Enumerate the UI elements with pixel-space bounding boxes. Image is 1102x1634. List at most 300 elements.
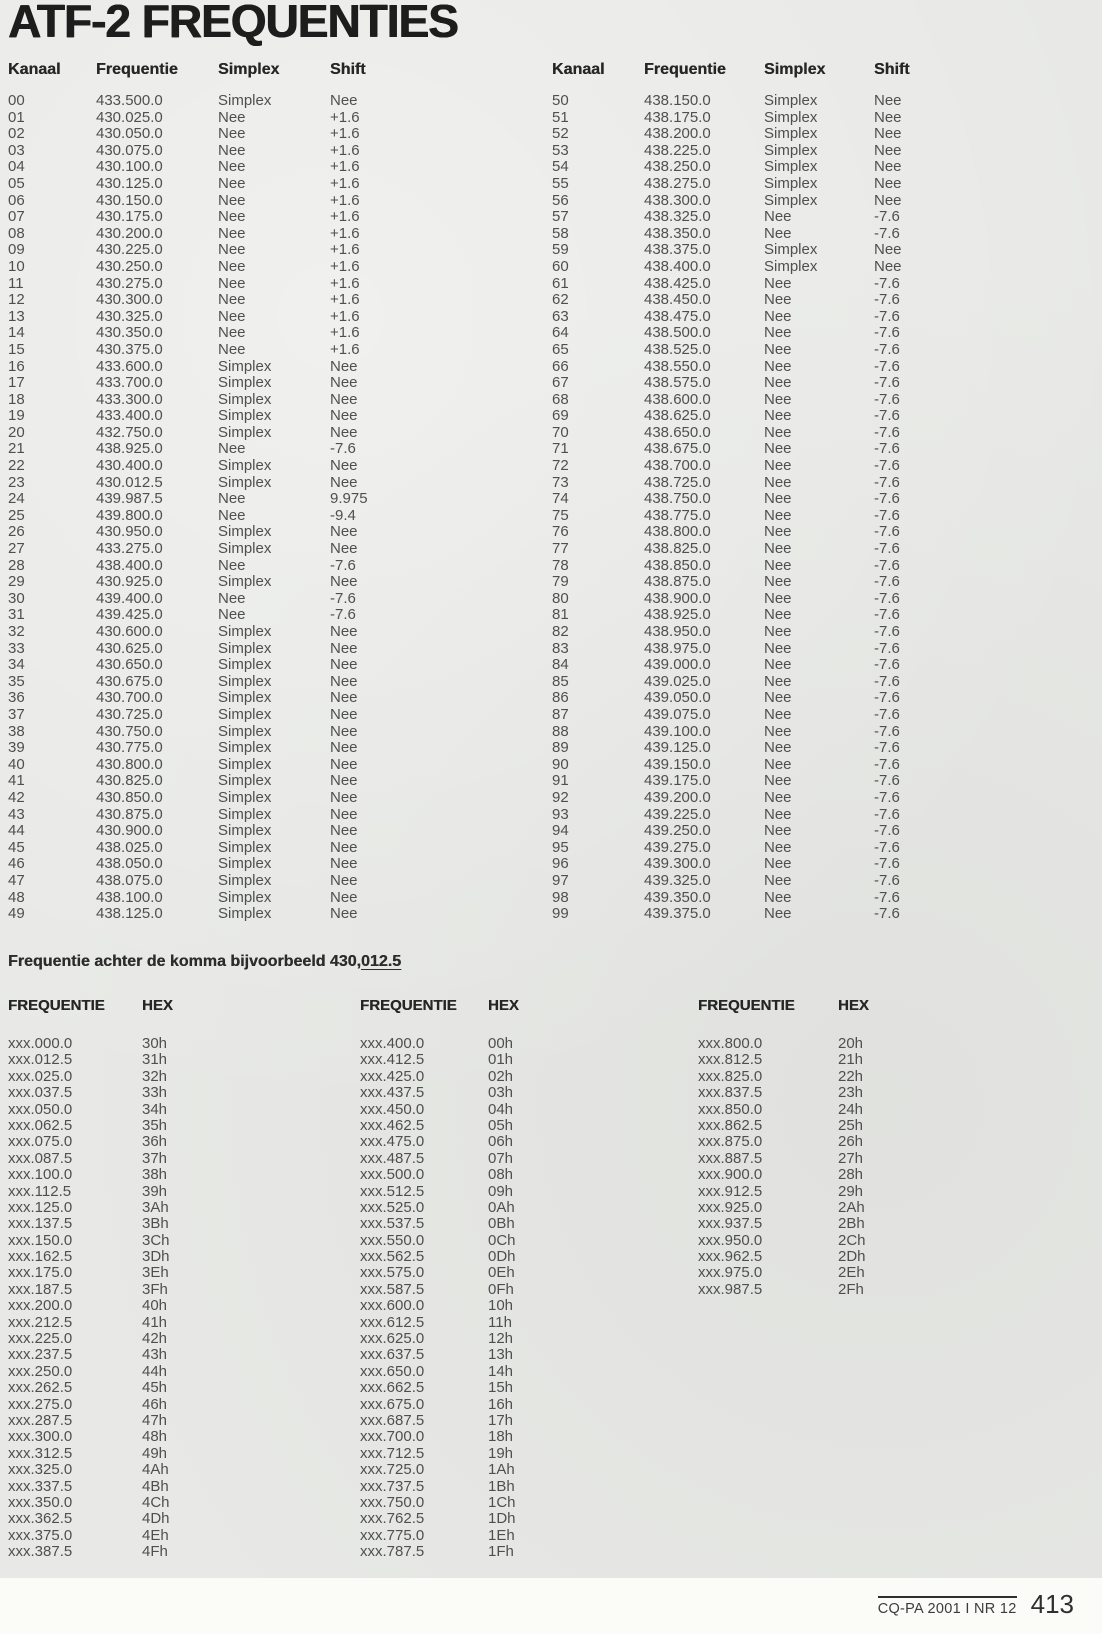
table-row: [8, 92, 448, 109]
table-cell: Simplex: [218, 855, 272, 873]
table-cell: xxx.025.0: [8, 1067, 73, 1085]
table-row: [8, 1248, 232, 1264]
table-cell: xxx.200.0: [8, 1297, 73, 1315]
table-row: [552, 573, 992, 590]
table-row: [8, 756, 448, 773]
table-cell: -7.6: [874, 357, 900, 375]
table-cell: 63: [552, 307, 569, 325]
table-cell: Nee: [330, 523, 358, 541]
table-cell: xxx.875.0: [698, 1133, 763, 1151]
table-cell: 15h: [488, 1379, 514, 1397]
table-cell: -7.6: [874, 672, 900, 690]
table-cell: 43h: [142, 1346, 168, 1364]
table-cell: Nee: [764, 722, 792, 740]
col-header-simplex: Simplex: [764, 60, 826, 78]
col-header-hex: HEX: [488, 997, 519, 1014]
table-cell: -9.4: [330, 506, 356, 524]
table-cell: Nee: [764, 573, 792, 591]
table-row: [8, 1330, 232, 1346]
table-row: [8, 507, 448, 524]
table-cell: 09h: [488, 1182, 514, 1200]
table-row: [8, 1215, 232, 1231]
table-row: [698, 1248, 928, 1264]
table-cell: 439.225.0: [644, 805, 711, 823]
table-row: [8, 407, 448, 424]
table-cell: 430.300.0: [96, 291, 163, 309]
table-cell: -7.6: [874, 473, 900, 491]
table-cell: 86: [552, 689, 569, 707]
table-cell: 439.375.0: [644, 905, 711, 923]
table-row: [8, 1314, 232, 1330]
table-row: [552, 142, 992, 159]
table-cell: 42: [8, 788, 25, 806]
table-cell: 26: [8, 523, 25, 541]
table-row: [552, 275, 992, 292]
table-cell: -7.6: [874, 788, 900, 806]
table-cell: 3Fh: [142, 1280, 168, 1298]
table-cell: 439.150.0: [644, 755, 711, 773]
table-cell: Nee: [764, 639, 792, 657]
table-cell: 430.012.5: [96, 473, 163, 491]
table-cell: 438.050.0: [96, 855, 163, 873]
footer-page-number: 413: [1030, 1589, 1074, 1619]
table-cell: 21h: [838, 1051, 864, 1069]
table-cell: Nee: [764, 473, 792, 491]
table-cell: 98: [552, 888, 569, 906]
channel-table-header: [552, 60, 992, 79]
hex-table-body-2: [360, 1035, 578, 1560]
table-cell: 71: [552, 440, 569, 458]
table-cell: xxx.225.0: [8, 1330, 73, 1348]
table-row: [552, 158, 992, 175]
table-cell: Nee: [764, 739, 792, 757]
table-cell: 430.350.0: [96, 324, 163, 342]
table-row: [552, 291, 992, 308]
channel-table-left: [8, 60, 448, 922]
table-cell: Nee: [764, 374, 792, 392]
table-cell: Simplex: [764, 241, 818, 259]
table-cell: Nee: [330, 573, 358, 591]
table-cell: Nee: [764, 423, 792, 441]
table-cell: Nee: [330, 739, 358, 757]
table-cell: Nee: [218, 191, 246, 209]
table-row: [360, 1117, 578, 1133]
table-cell: Nee: [764, 822, 792, 840]
table-cell: 04: [8, 158, 25, 176]
table-cell: 27h: [838, 1149, 864, 1167]
hex-table-2: [360, 997, 578, 1560]
table-cell: xxx.962.5: [698, 1248, 763, 1266]
table-cell: -7.6: [874, 905, 900, 923]
table-cell: Simplex: [218, 838, 272, 856]
table-cell: 47: [8, 871, 25, 889]
table-cell: xxx.425.0: [360, 1067, 425, 1085]
table-cell: 438.825.0: [644, 540, 711, 558]
table-cell: 41h: [142, 1313, 168, 1331]
table-cell: 23: [8, 473, 25, 491]
table-cell: Nee: [874, 174, 902, 192]
hex-table-body-1: [8, 1035, 232, 1560]
table-cell: xxx.312.5: [8, 1444, 73, 1462]
table-cell: 05: [8, 174, 25, 192]
table-cell: 02: [8, 125, 25, 143]
table-cell: 87: [552, 705, 569, 723]
table-cell: xxx.987.5: [698, 1280, 763, 1298]
table-row: [8, 1084, 232, 1100]
table-cell: 21: [8, 440, 25, 458]
table-row: [8, 341, 448, 358]
table-cell: 430.950.0: [96, 523, 163, 541]
table-row: [8, 1150, 232, 1166]
table-cell: 4Eh: [142, 1526, 169, 1544]
table-cell: -7.6: [874, 490, 900, 508]
table-cell: 430.800.0: [96, 755, 163, 773]
table-row: [552, 623, 992, 640]
table-cell: xxx.800.0: [698, 1035, 763, 1052]
table-cell: 18: [8, 390, 25, 408]
table-cell: 2Eh: [838, 1264, 865, 1282]
table-cell: 11h: [488, 1313, 512, 1331]
table-cell: Nee: [330, 871, 358, 889]
table-cell: 03h: [488, 1084, 514, 1102]
table-cell: xxx.087.5: [8, 1149, 73, 1167]
table-cell: 0Ah: [488, 1198, 515, 1216]
table-cell: 438.275.0: [644, 174, 711, 192]
table-cell: 37: [8, 705, 25, 723]
table-cell: 438.400.0: [96, 556, 163, 574]
table-cell: 01: [8, 108, 25, 126]
table-cell: Nee: [330, 656, 358, 674]
table-cell: Nee: [330, 540, 358, 558]
table-cell: Nee: [764, 805, 792, 823]
table-row: [360, 1248, 578, 1264]
table-cell: xxx.100.0: [8, 1166, 73, 1184]
table-cell: Simplex: [218, 689, 272, 707]
col-header-hex: HEX: [838, 997, 869, 1014]
table-cell: Nee: [764, 440, 792, 458]
table-row: [552, 706, 992, 723]
table-cell: xxx.000.0: [8, 1035, 73, 1052]
table-cell: xxx.112.5: [8, 1182, 72, 1200]
table-cell: 47h: [142, 1411, 168, 1429]
table-cell: 46h: [142, 1395, 168, 1413]
table-row: [552, 457, 992, 474]
table-row: [552, 324, 992, 341]
table-cell: 430.900.0: [96, 822, 163, 840]
table-cell: Nee: [218, 340, 246, 358]
table-cell: 12h: [488, 1330, 514, 1348]
table-cell: 91: [552, 772, 569, 790]
channel-table-header: [8, 60, 448, 79]
table-cell: 1Bh: [488, 1477, 515, 1495]
table-cell: xxx.175.0: [8, 1264, 73, 1282]
table-cell: 430.600.0: [96, 623, 163, 640]
table-cell: 430.050.0: [96, 125, 163, 143]
table-cell: 438.175.0: [644, 108, 711, 126]
table-row: [360, 1183, 578, 1199]
table-cell: -7.6: [874, 274, 900, 292]
table-cell: xxx.362.5: [8, 1510, 73, 1528]
table-cell: Nee: [330, 888, 358, 906]
table-cell: Nee: [764, 905, 792, 923]
table-cell: Nee: [330, 772, 358, 790]
table-cell: 438.400.0: [644, 257, 711, 275]
table-cell: 24: [8, 490, 25, 508]
table-row: [8, 225, 448, 242]
table-cell: xxx.350.0: [8, 1493, 73, 1511]
table-cell: Nee: [330, 689, 358, 707]
table-cell: xxx.325.0: [8, 1461, 73, 1479]
table-cell: Simplex: [764, 158, 818, 176]
table-cell: Simplex: [218, 739, 272, 757]
table-row: [8, 1396, 232, 1412]
table-cell: xxx.062.5: [8, 1116, 73, 1134]
table-row: [552, 656, 992, 673]
table-cell: 433.500.0: [96, 92, 163, 109]
table-cell: 438.550.0: [644, 357, 711, 375]
table-cell: 3Bh: [142, 1215, 169, 1233]
table-row: [552, 673, 992, 690]
table-cell: 430.775.0: [96, 739, 163, 757]
table-cell: 74: [552, 490, 569, 508]
table-row: [8, 1543, 232, 1559]
table-cell: -7.6: [874, 739, 900, 757]
table-cell: 14: [8, 324, 25, 342]
table-row: [360, 1510, 578, 1526]
table-cell: xxx.300.0: [8, 1428, 73, 1446]
table-cell: Nee: [764, 772, 792, 790]
table-cell: +1.6: [330, 340, 360, 358]
table-cell: -7.6: [874, 291, 900, 309]
table-cell: 2Dh: [838, 1248, 866, 1266]
table-cell: 430.100.0: [96, 158, 163, 176]
table-row: [552, 739, 992, 756]
table-cell: 82: [552, 623, 569, 640]
table-cell: 84: [552, 656, 569, 674]
table-cell: 90: [552, 755, 569, 773]
table-cell: Nee: [218, 141, 246, 159]
table-cell: xxx.600.0: [360, 1297, 425, 1315]
table-row: [8, 374, 448, 391]
table-cell: xxx.387.5: [8, 1543, 73, 1561]
table-cell: xxx.725.0: [360, 1461, 425, 1479]
table-cell: Nee: [764, 307, 792, 325]
table-cell: +1.6: [330, 224, 360, 242]
table-cell: Nee: [218, 589, 246, 607]
table-row: [8, 706, 448, 723]
table-cell: 438.475.0: [644, 307, 711, 325]
col-header-shift: Shift: [330, 60, 366, 78]
table-cell: 27: [8, 540, 25, 558]
table-row: [8, 158, 448, 175]
table-cell: xxx.437.5: [360, 1084, 425, 1102]
table-row: [360, 1281, 578, 1297]
table-row: [8, 789, 448, 806]
table-cell: xxx.700.0: [360, 1428, 425, 1446]
table-cell: Nee: [218, 108, 246, 126]
table-cell: 439.000.0: [644, 656, 711, 674]
table-row: [698, 1264, 928, 1280]
table-cell: 35h: [142, 1116, 168, 1134]
table-row: [552, 905, 992, 922]
table-cell: 13h: [488, 1346, 514, 1364]
table-cell: xxx.212.5: [8, 1313, 73, 1331]
table-cell: 439.175.0: [644, 772, 711, 790]
table-row: [8, 523, 448, 540]
table-cell: -7.6: [874, 705, 900, 723]
col-header-shift: Shift: [874, 60, 910, 78]
table-cell: xxx.137.5: [8, 1215, 73, 1233]
table-cell: xxx.500.0: [360, 1166, 425, 1184]
table-cell: -7.6: [874, 224, 900, 242]
table-cell: 17h: [488, 1411, 514, 1429]
table-row: [8, 1117, 232, 1133]
table-cell: Nee: [764, 838, 792, 856]
table-row: [552, 241, 992, 258]
table-cell: -7.6: [874, 623, 900, 640]
table-cell: -7.6: [874, 208, 900, 226]
table-row: [8, 623, 448, 640]
table-cell: 433.400.0: [96, 407, 163, 425]
table-row: [360, 1543, 578, 1559]
table-cell: 438.425.0: [644, 274, 711, 292]
table-cell: 1Ah: [488, 1461, 515, 1479]
table-row: [360, 1346, 578, 1362]
table-row: [360, 1133, 578, 1149]
table-row: [8, 1510, 232, 1526]
table-cell: -7.6: [874, 772, 900, 790]
table-cell: xxx.687.5: [360, 1411, 425, 1429]
table-cell: 0Eh: [488, 1264, 515, 1282]
table-cell: 02h: [488, 1067, 514, 1085]
table-cell: 89: [552, 739, 569, 757]
table-row: [698, 1183, 928, 1199]
table-cell: Nee: [218, 324, 246, 342]
table-cell: +1.6: [330, 125, 360, 143]
table-cell: Simplex: [764, 92, 818, 109]
table-cell: Nee: [764, 855, 792, 873]
table-cell: 438.375.0: [644, 241, 711, 259]
table-cell: xxx.075.0: [8, 1133, 73, 1151]
table-cell: 29h: [838, 1182, 864, 1200]
table-cell: +1.6: [330, 191, 360, 209]
table-cell: xxx.825.0: [698, 1067, 763, 1085]
table-row: [8, 440, 448, 457]
table-cell: 438.075.0: [96, 871, 163, 889]
table-row: [8, 1478, 232, 1494]
table-cell: 433.700.0: [96, 374, 163, 392]
table-cell: Nee: [764, 523, 792, 541]
table-cell: 2Fh: [838, 1280, 864, 1298]
table-cell: 39: [8, 739, 25, 757]
table-row: [8, 109, 448, 126]
table-cell: 08h: [488, 1166, 514, 1184]
table-cell: 4Bh: [142, 1477, 169, 1495]
table-cell: 430.200.0: [96, 224, 163, 242]
table-row: [8, 540, 448, 557]
table-row: [552, 358, 992, 375]
table-cell: -7.6: [874, 307, 900, 325]
table-cell: Nee: [764, 274, 792, 292]
table-cell: 1Eh: [488, 1526, 515, 1544]
table-cell: xxx.487.5: [360, 1149, 425, 1167]
table-cell: Simplex: [218, 639, 272, 657]
table-row: [552, 308, 992, 325]
table-cell: 04h: [488, 1100, 514, 1118]
table-cell: 4Ah: [142, 1461, 169, 1479]
table-cell: -7.6: [874, 838, 900, 856]
table-row: [8, 1068, 232, 1084]
table-cell: xxx.637.5: [360, 1346, 425, 1364]
table-cell: Nee: [764, 208, 792, 226]
table-cell: 83: [552, 639, 569, 657]
table-cell: 42h: [142, 1330, 168, 1348]
table-cell: Simplex: [218, 705, 272, 723]
table-row: [360, 1166, 578, 1182]
table-cell: Nee: [764, 407, 792, 425]
table-cell: 433.275.0: [96, 540, 163, 558]
table-cell: +1.6: [330, 141, 360, 159]
table-cell: 4Ch: [142, 1493, 170, 1511]
table-cell: -7.6: [874, 656, 900, 674]
table-cell: 438.025.0: [96, 838, 163, 856]
table-row: [360, 1478, 578, 1494]
table-cell: xxx.150.0: [8, 1231, 73, 1249]
table-cell: Nee: [874, 257, 902, 275]
table-cell: Simplex: [218, 722, 272, 740]
table-row: [552, 806, 992, 823]
table-cell: 13: [8, 307, 25, 325]
table-cell: 85: [552, 672, 569, 690]
table-cell: 20h: [838, 1035, 864, 1052]
table-cell: Simplex: [764, 191, 818, 209]
table-cell: 51: [552, 108, 569, 126]
table-row: [8, 839, 448, 856]
table-cell: -7.6: [330, 556, 356, 574]
table-cell: 3Ah: [142, 1198, 169, 1216]
table-cell: Nee: [218, 224, 246, 242]
table-row: [360, 1494, 578, 1510]
table-row: [698, 1133, 928, 1149]
col-header-frequentie: Frequentie: [644, 60, 726, 78]
table-row: [552, 839, 992, 856]
table-cell: Nee: [874, 141, 902, 159]
table-cell: 3Eh: [142, 1264, 169, 1282]
table-row: [552, 723, 992, 740]
table-cell: Nee: [764, 324, 792, 342]
table-cell: -7.6: [874, 390, 900, 408]
table-cell: 58: [552, 224, 569, 242]
table-cell: xxx.612.5: [360, 1313, 425, 1331]
table-cell: Nee: [874, 108, 902, 126]
table-cell: Simplex: [218, 540, 272, 558]
table-row: [8, 656, 448, 673]
table-cell: Nee: [330, 722, 358, 740]
table-row: [8, 1297, 232, 1313]
table-cell: Nee: [764, 705, 792, 723]
table-row: [698, 1232, 928, 1248]
col-header-kanaal: Kanaal: [552, 60, 605, 78]
table-row: [8, 640, 448, 657]
table-cell: -7.6: [874, 440, 900, 458]
table-cell: 438.900.0: [644, 589, 711, 607]
table-row: [552, 92, 992, 109]
table-row: [8, 1445, 232, 1461]
table-cell: Nee: [218, 490, 246, 508]
table-cell: xxx.412.5: [360, 1051, 425, 1069]
table-cell: Simplex: [218, 374, 272, 392]
table-row: [552, 606, 992, 623]
